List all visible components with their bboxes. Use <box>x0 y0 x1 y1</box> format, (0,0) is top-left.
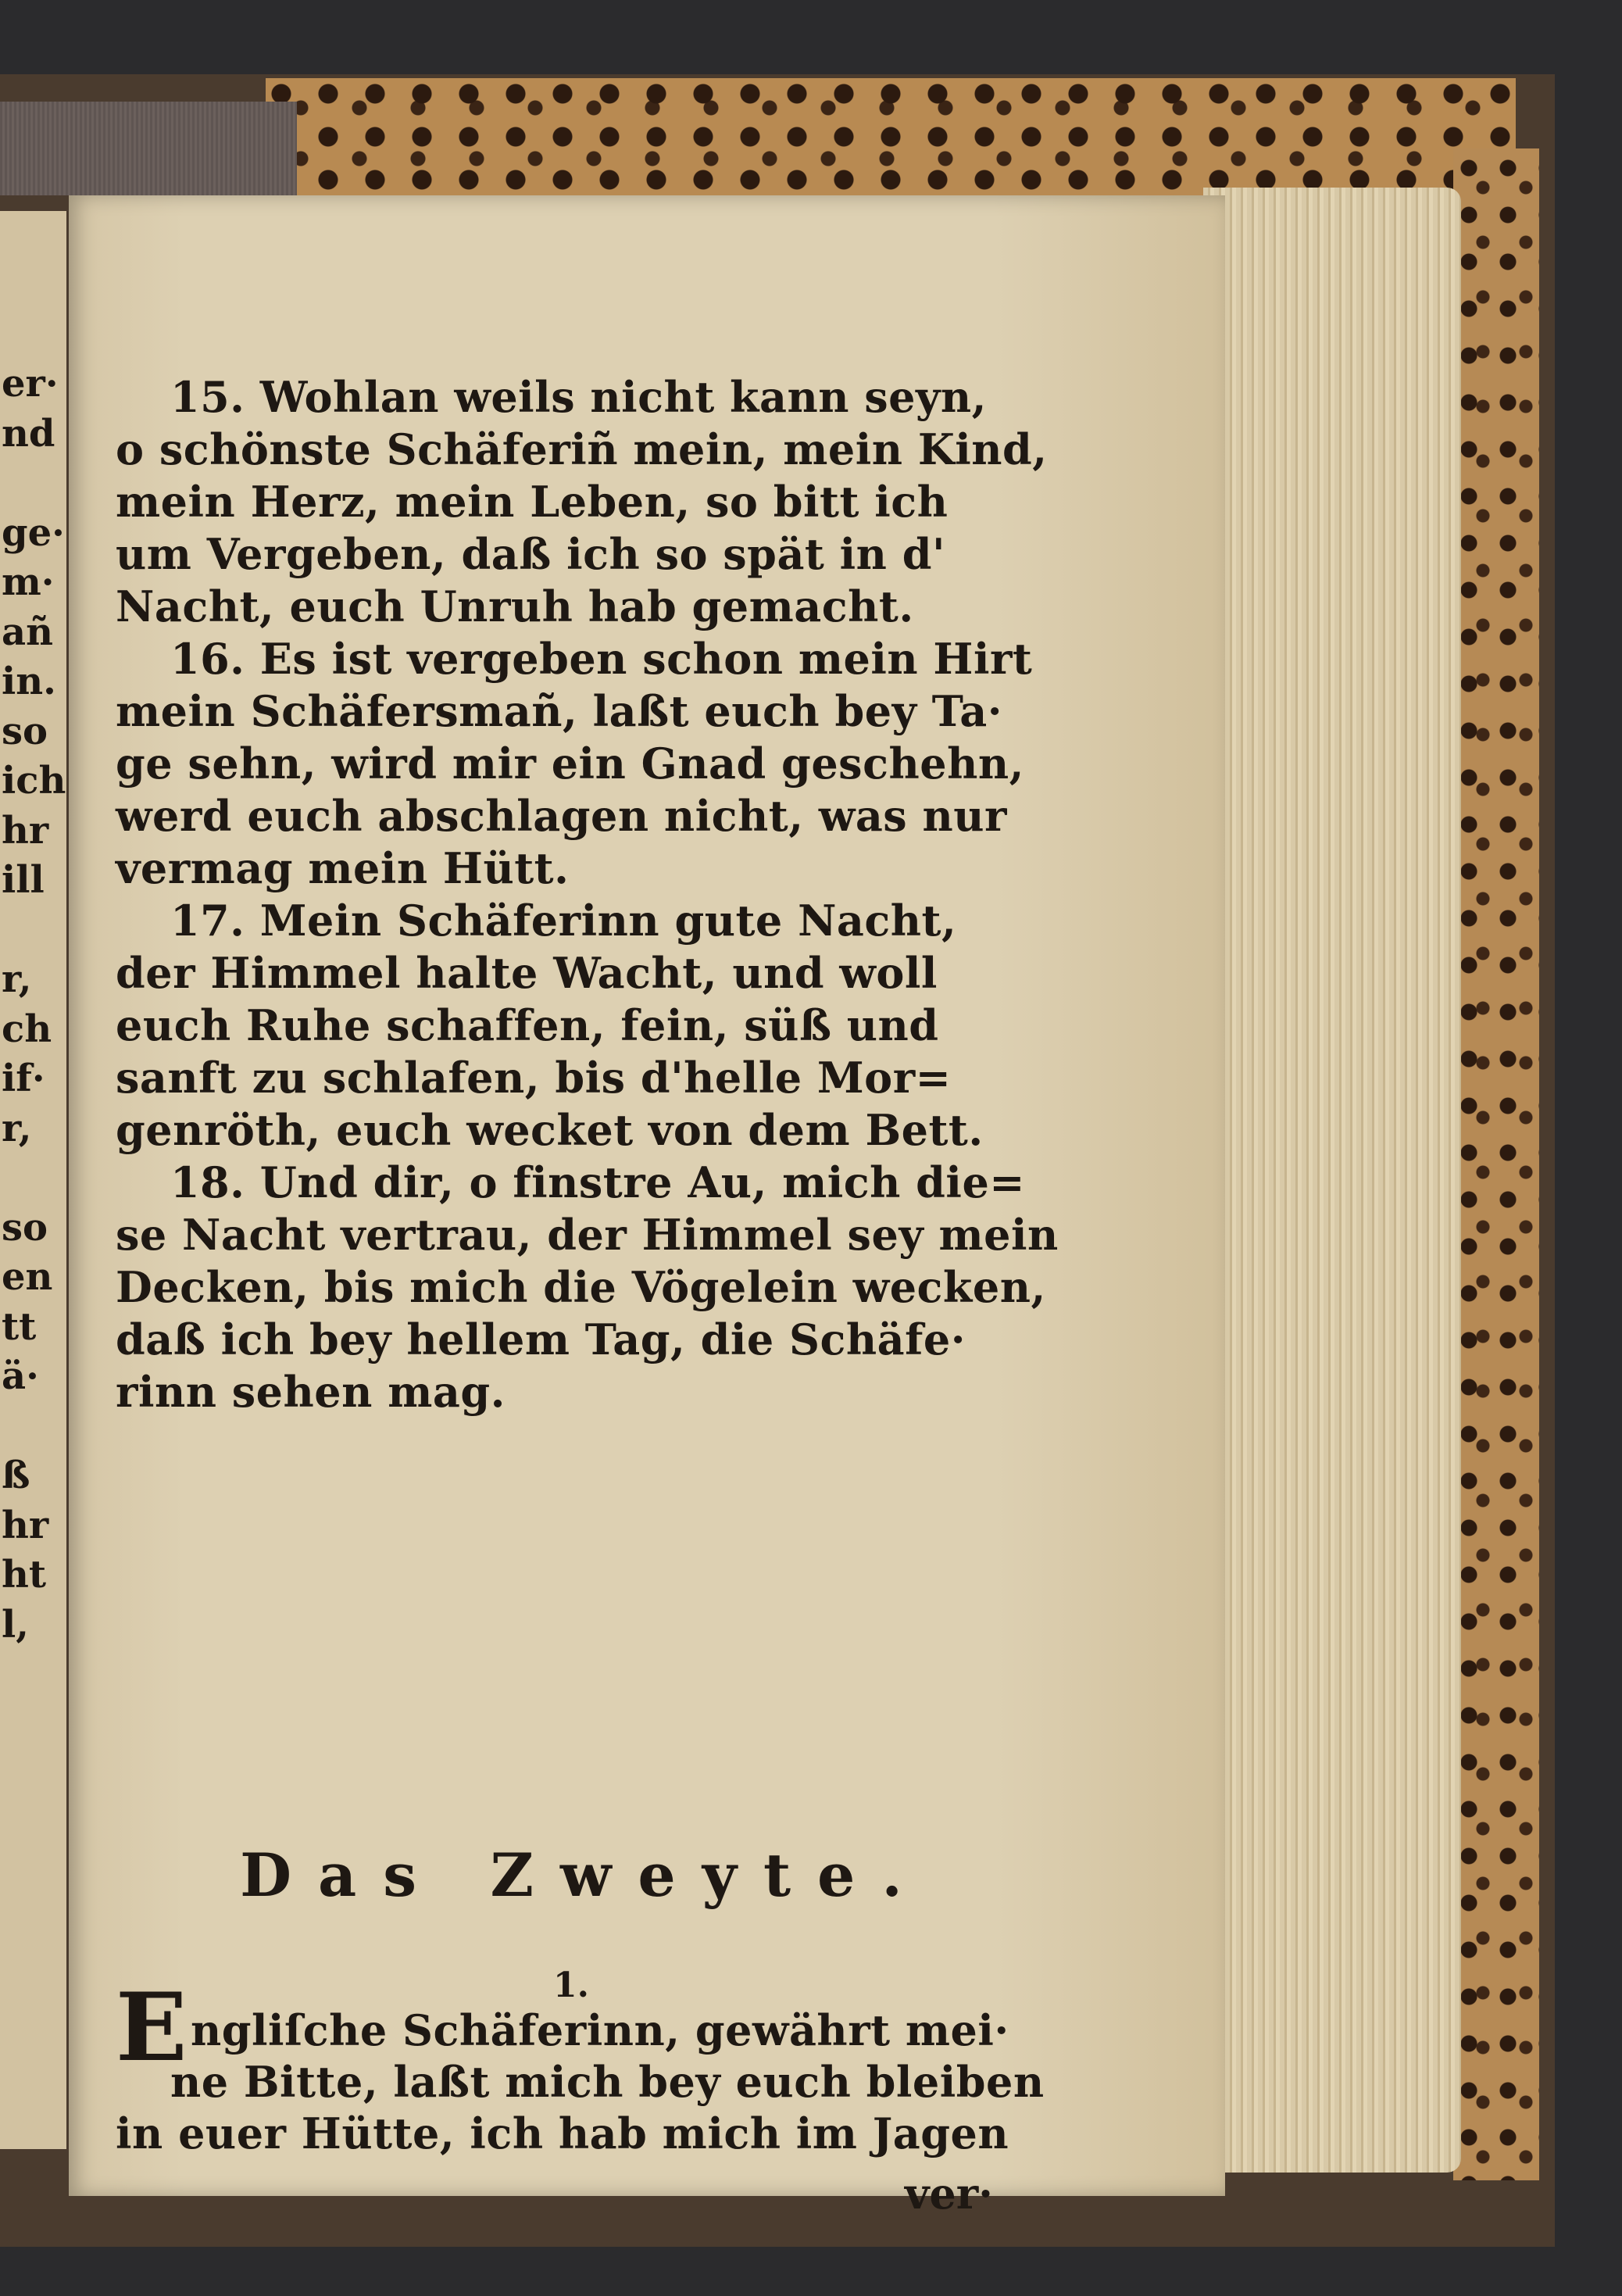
marbled-cover-edge <box>1453 148 1539 2180</box>
text-line: euch Ruhe schaffen, fein, süß und <box>116 1000 939 1050</box>
drop-cap: E <box>116 1972 188 2083</box>
fragment-line: hr <box>2 808 49 853</box>
left-page <box>0 211 66 2149</box>
fragment-line: if· <box>2 1057 45 1100</box>
text-line: vermag mein Hütt. <box>116 843 570 893</box>
text-line: o schönste Schäferiñ mein, mein Kind, <box>116 424 1048 474</box>
right-page <box>69 195 1225 2219</box>
text-line: se Nacht vertrau, der Himmel sey mein <box>116 1210 1059 1260</box>
verse-1 <box>116 1972 1131 2159</box>
text-line: rinn sehen mag. <box>116 1367 506 1417</box>
fragment-line: ch <box>2 1007 52 1051</box>
section-heading: Das Zweyte. <box>240 1840 929 1910</box>
fragment-line: er· <box>2 362 59 406</box>
stanza-18 <box>116 1157 1108 1418</box>
fragment-line: tt <box>2 1304 37 1349</box>
text-line: 17. Mein Schäferinn gute Nacht, <box>170 896 957 946</box>
text-line: Nacht, euch Unruh hab gemacht. <box>116 581 914 631</box>
stanza-16 <box>116 633 1108 895</box>
text-line: ne Bitte, laßt mich bey euch bleiben <box>170 2057 1045 2107</box>
text-line: ngliſche Schäferinn, gewährt mei· <box>190 2005 1009 2055</box>
text-line: 16. Es ist vergeben schon mein Hirt <box>170 634 1033 684</box>
text-line: daß ich bey hellem Tag, die Schäfe· <box>116 1314 966 1364</box>
stanza-17 <box>116 895 1108 1157</box>
fragment-line: ß <box>2 1454 30 1497</box>
fragment-line <box>2 459 64 509</box>
stanza-15 <box>116 371 1108 633</box>
fragment-line: ich <box>2 759 66 803</box>
fragment-line: l, <box>2 1602 29 1647</box>
text-line: Decken, bis mich die Vögelein wecken, <box>116 1262 1046 1312</box>
fragment-line: ht <box>2 1553 47 1597</box>
page-edges <box>1203 188 1461 2173</box>
catchword: ver· <box>905 2169 993 2219</box>
fragment-line <box>2 1153 64 1203</box>
text-line: mein Herz, mein Leben, so bitt ich <box>116 477 949 527</box>
fragment-line: hr <box>2 1503 49 1547</box>
fragment-line: in. <box>2 660 56 703</box>
text-line: sanft zu schlafen, bis d'helle Mor= <box>116 1053 952 1103</box>
verse-number: 1. <box>553 1965 589 2005</box>
left-page-fragments <box>2 359 64 1650</box>
song-text <box>116 371 1108 2219</box>
text-line: der Himmel halte Wacht, und woll <box>116 948 938 998</box>
text-line: werd euch abschlagen nicht, was nur <box>116 791 1007 841</box>
fragment-line <box>2 906 64 956</box>
fragment-line <box>2 1402 64 1452</box>
text-line: genröth, euch wecket von dem Bett. <box>116 1105 984 1155</box>
text-line: mein Schäfersmañ, laßt euch bey Ta· <box>116 686 1003 736</box>
fragment-line: so <box>2 709 48 753</box>
marbled-cover-top <box>266 78 1516 195</box>
fragment-line: so <box>2 1205 48 1250</box>
fragment-line: ge· <box>2 510 65 555</box>
text-line: 18. Und dir, o finstre Au, mich die= <box>170 1157 1026 1207</box>
text-line: ge sehn, wird mir ein Gnad geschehn, <box>116 739 1024 789</box>
fragment-line: m· <box>2 560 55 604</box>
fragment-line: en <box>2 1255 53 1299</box>
fragment-line: ill <box>2 858 45 902</box>
fragment-line: ä· <box>2 1354 39 1398</box>
fragment-line: añ <box>2 610 53 654</box>
text-line: um Vergeben, daß ich so spät in d' <box>116 529 946 579</box>
fragment-line: r, <box>2 1106 32 1150</box>
cloth-spine <box>0 102 297 195</box>
fragment-line: nd <box>2 411 55 456</box>
text-line: in euer Hütte, ich hab mich im Jagen <box>116 2108 1009 2158</box>
fragment-line: r, <box>2 957 32 1001</box>
text-line: 15. Wohlan weils nicht kann seyn, <box>170 372 987 422</box>
